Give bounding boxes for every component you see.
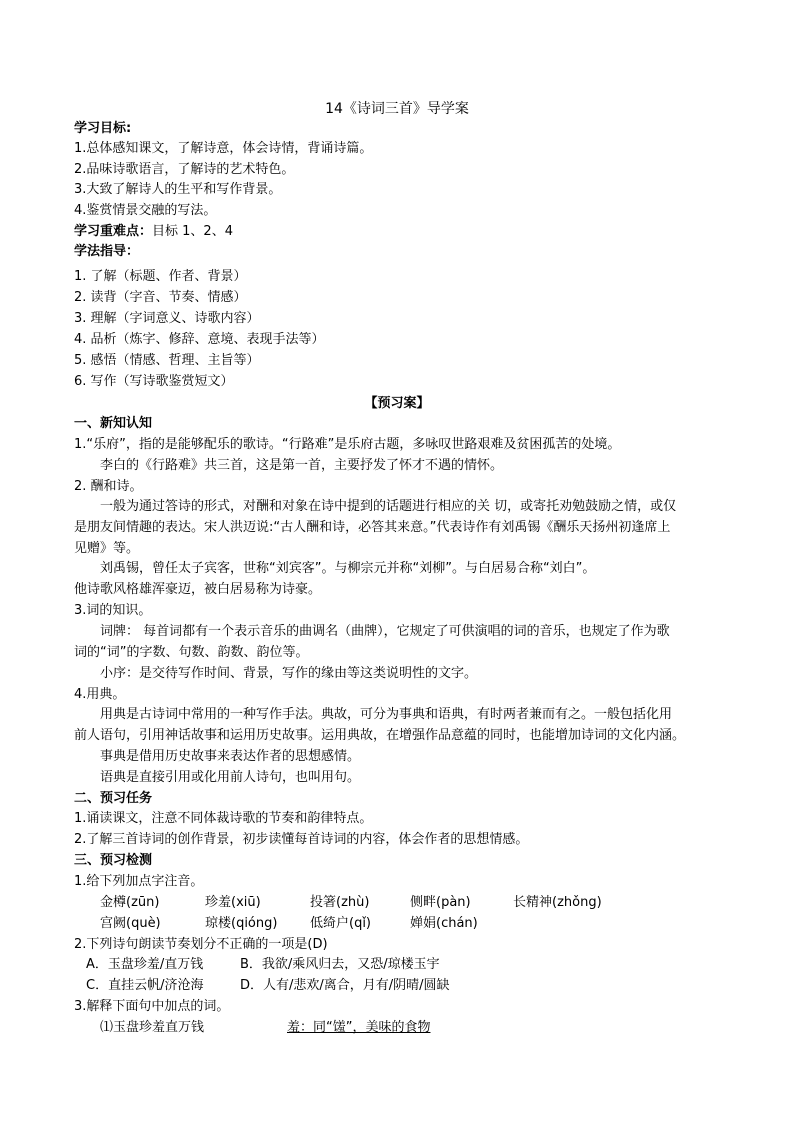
paragraph: 他诗歌风格雄浑豪迈，被白居易称为诗豪。 (74, 582, 322, 597)
paragraph: 4.用典。 (74, 687, 126, 702)
method-item: 4. 品析（炼字、修辞、意境、表现手法等） (74, 332, 325, 347)
option-b: B．我欲/乘风归去，又恐/琼楼玉宇 (240, 957, 440, 972)
paragraph: 是朋友间情趣的表达。宋人洪迈说:“古人酬和诗，必答其来意。”代表诗作有刘禹锡《酬乐天扬州初逢席上 (74, 520, 671, 535)
key-points-text: 目标 1、2、4 (152, 224, 233, 239)
question: 3.解释下面句中加点的词。 (74, 999, 230, 1014)
section-heading: 一、新知认知 (74, 416, 153, 431)
method-item: 2. 读背（字音、节奏、情感） (74, 290, 247, 305)
pinyin-item: 婵娟(chán) (410, 916, 478, 931)
page-title: 14《诗词三首》导学案 (325, 101, 469, 117)
question-item: ⑴玉盘珍羞直万钱 (100, 1020, 205, 1035)
goal-item: 2.品味诗歌语言，了解诗的艺术特色。 (74, 162, 295, 177)
paragraph: 事典是借用历史故事来表达作者的思想感情。 (100, 749, 361, 764)
goal-item: 1.总体感知课文，了解诗意，体会诗情，背诵诗篇。 (74, 141, 373, 156)
paragraph: 李白的《行路难》共三首，这是第一首，主要抒发了怀才不遇的情怀。 (100, 458, 504, 473)
method-item: 6. 写作（写诗歌鉴赏短文） (74, 374, 234, 389)
key-points (74, 222, 233, 242)
method-heading: 学法指导： (74, 244, 140, 259)
task-item: 1.诵读课文，注意不同体裁诗歌的节奏和韵律特点。 (74, 811, 373, 826)
answer-text: 羞：同“馐”，美味的食物 (287, 1020, 431, 1035)
pinyin-item: 长精神(zhǒng) (513, 895, 602, 910)
paragraph: 语典是直接引用或化用前人诗句，也叫用句。 (100, 770, 361, 785)
paragraph: 词牌： 每首词都有一个表示音乐的曲调名（曲牌），它规定了可供演唱的词的音乐，也规定了作为歌 (100, 624, 670, 639)
preview-section-label: 【预习案】 (364, 396, 430, 411)
paragraph: 小序：是交待写作时间、背景，写作的缘由等这类说明性的文字。 (100, 666, 478, 681)
paragraph: 3.词的知识。 (74, 603, 152, 618)
paragraph: 用典是古诗词中常用的一种写作手法。典故，可分为事典和语典，有时两者兼而有之。一般包括化用 (100, 707, 673, 722)
pinyin-item: 低绮户(qǐ) (310, 916, 372, 931)
question: 1.给下列加点字注音。 (74, 874, 204, 889)
goals-heading: 学习目标: (74, 121, 132, 136)
method-item: 5. 感悟（情感、哲理、主旨等） (74, 353, 260, 368)
pinyin-item: 琼楼(qióng) (205, 916, 278, 931)
option-a: A．玉盘珍羞/直万钱 (86, 957, 204, 972)
pinyin-item: 投箸(zhù) (310, 895, 370, 910)
paragraph: 前人语句，引用神话故事和运用历史故事。运用典故，在增强作品意蕴的同时，也能增加诗词的文化内涵。 (74, 728, 686, 743)
key-points-label: 学习重难点： (74, 224, 153, 239)
pinyin-item: 金樽(zūn) (100, 895, 160, 910)
section-heading: 二、预习任务 (74, 791, 153, 806)
pinyin-item: 宫阙(què) (100, 916, 161, 931)
goal-item: 3.大致了解诗人的生平和写作背景。 (74, 182, 282, 197)
pinyin-item: 珍羞(xiū) (205, 895, 261, 910)
goal-item: 4.鉴赏情景交融的写法。 (74, 203, 217, 218)
paragraph: 见赠》等。 (74, 541, 140, 556)
paragraph: 2. 酬和诗。 (74, 479, 143, 494)
pinyin-item: 侧畔(pàn) (410, 895, 471, 910)
section-heading: 三、预习检测 (74, 853, 153, 868)
option-c: C．直挂云帆/济沧海 (86, 978, 204, 993)
paragraph: 刘禹锡，曾任太子宾客，世称“刘宾客”。与柳宗元并称“刘柳”。与白居易合称“刘白”。 (100, 561, 596, 576)
method-item: 1. 了解（标题、作者、背景） (74, 269, 247, 284)
paragraph: 一般为通过答诗的形式，对酬和对象在诗中提到的话题进行相应的关 切，或寄托劝勉鼓励之情，或仅 (100, 499, 677, 514)
paragraph: 词的“词”的字数、句数、韵数、韵位等。 (74, 645, 309, 660)
task-item: 2.了解三首诗词的创作背景，初步读懂每首诗词的内容，体会作者的思想情感。 (74, 832, 529, 847)
paragraph: 1.“乐府”，指的是能够配乐的歌诗。“行路难”是乐府古题，多咏叹世路艰难及贫困孤苦的处境。 (74, 437, 621, 452)
question: 2.下列诗句朗读节奏划分不正确的一项是(D) (74, 937, 328, 952)
method-item: 3. 理解（字词意义、诗歌内容） (74, 311, 260, 326)
option-d: D．人有/悲欢/离合，月有/阴晴/圆缺 (240, 978, 450, 993)
